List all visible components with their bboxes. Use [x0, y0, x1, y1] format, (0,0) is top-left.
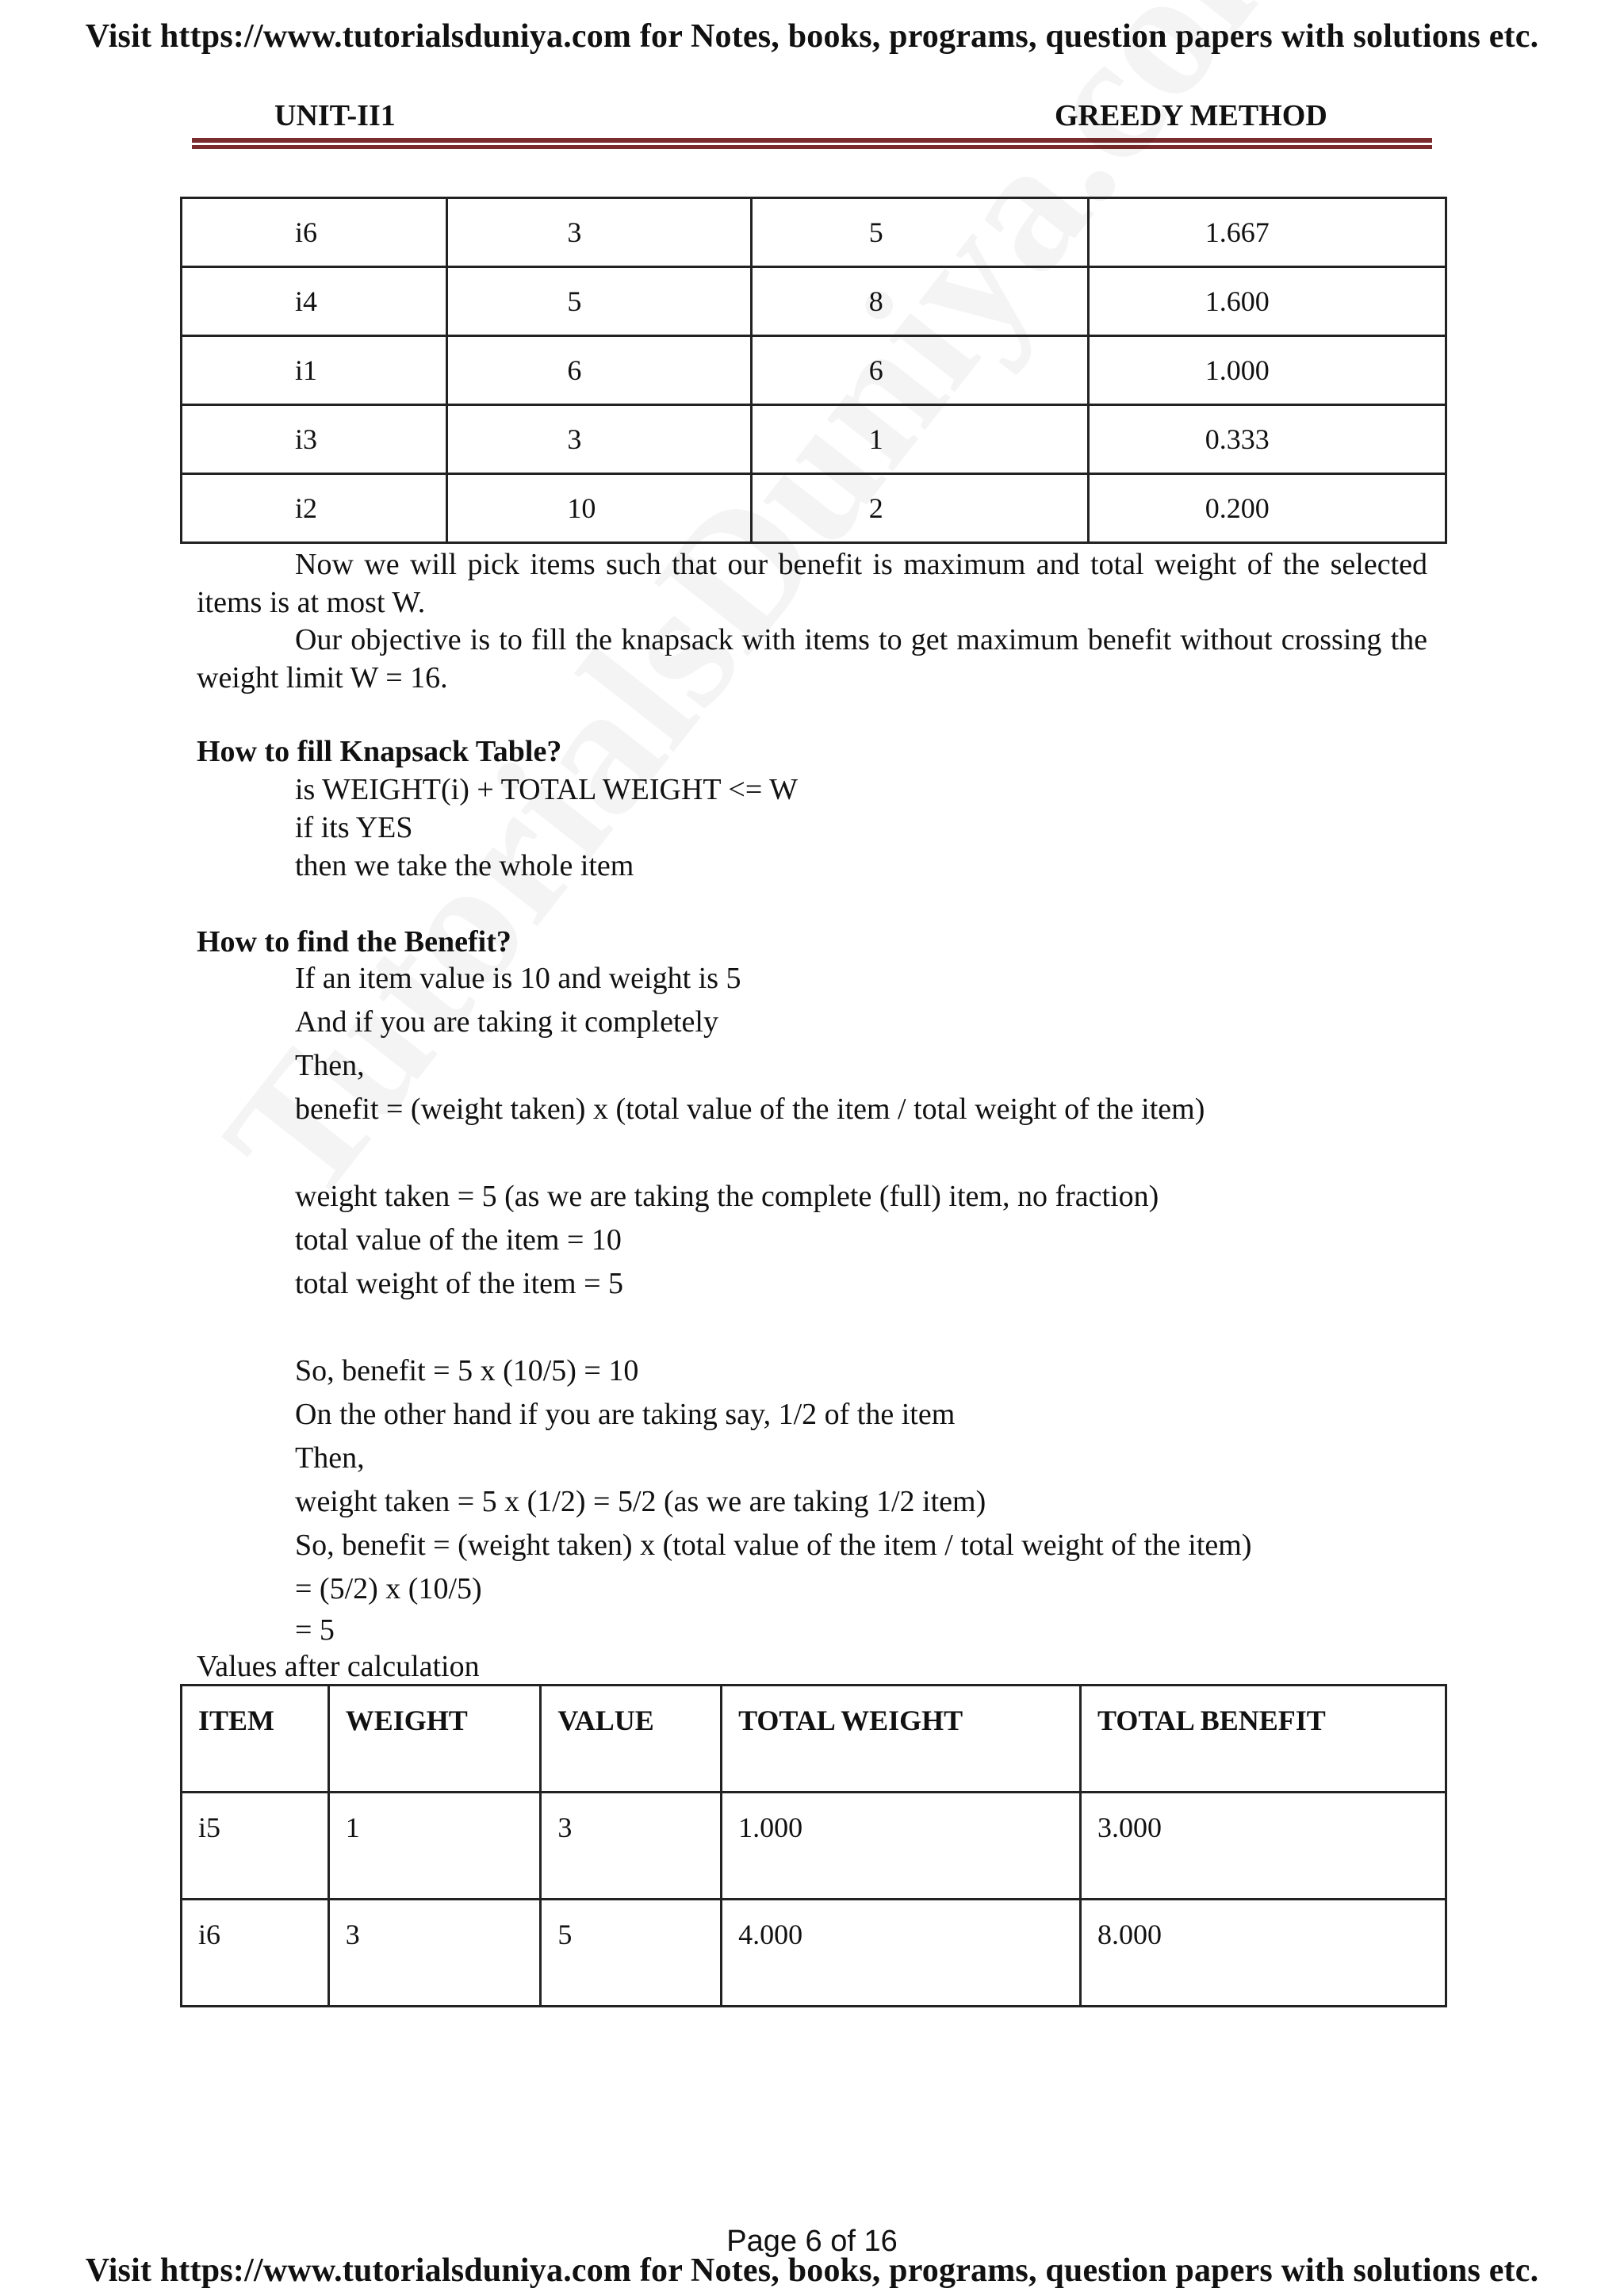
- table-row: [182, 1900, 1446, 2007]
- table-cell: 1.600: [1205, 285, 1270, 317]
- table-cell: 1.667: [1205, 216, 1270, 248]
- table-header-row: [182, 1686, 1446, 1793]
- paragraph-objective: Our objective is to fill the knapsack with items to get maximum benefit without crossing the weight limit W = 16.: [197, 623, 1427, 695]
- chapter-title: GREEDY METHOD: [1055, 99, 1327, 132]
- table-cell: i6: [295, 216, 318, 248]
- table-row: [182, 405, 1446, 474]
- unit-label: UNIT-II1: [274, 99, 396, 132]
- column-header: TOTAL BENEFIT: [1081, 1686, 1446, 1793]
- table-cell: 3: [567, 423, 582, 455]
- table-row: [182, 336, 1446, 405]
- table-cell: 3: [328, 1900, 541, 2007]
- table-cell: 2: [868, 492, 883, 524]
- heading-fill-table: How to fill Knapsack Table?: [197, 735, 562, 768]
- column-header: VALUE: [541, 1686, 722, 1793]
- text-line: Then,: [295, 1049, 365, 1082]
- table-cell: 5: [567, 285, 582, 317]
- table-cell: 3: [541, 1793, 722, 1900]
- paragraph-pick-items: Now we will pick items such that our benefit is maximum and total weight of the selected items is at most W.: [197, 548, 1427, 619]
- text-line: weight taken = 5 (as we are taking the complete (full) item, no fraction): [295, 1180, 1159, 1213]
- text-line: So, benefit = 5 x (10/5) = 10: [295, 1354, 639, 1387]
- table-cell: 5: [868, 216, 883, 248]
- table-cell: 1: [328, 1793, 541, 1900]
- table-cell: 1.000: [1205, 354, 1270, 386]
- table-cell: 8.000: [1081, 1900, 1446, 2007]
- table-row: [182, 267, 1446, 336]
- text-line: = 5: [295, 1613, 335, 1647]
- table-cell: i6: [182, 1900, 329, 2007]
- text-line: then we take the whole item: [295, 849, 634, 882]
- table-cell: 3.000: [1081, 1793, 1446, 1900]
- table-cell: 0.200: [1205, 492, 1270, 524]
- text-line: is WEIGHT(i) + TOTAL WEIGHT <= W: [295, 773, 798, 806]
- text-line: And if you are taking it completely: [295, 1005, 718, 1039]
- table-cell: i5: [182, 1793, 329, 1900]
- table-cell: 6: [567, 354, 582, 386]
- text-line: weight taken = 5 x (1/2) = 5/2 (as we are taking 1/2 item): [295, 1485, 986, 1518]
- values-table: [180, 1684, 1447, 2007]
- table-cell: 8: [868, 285, 883, 317]
- table-cell: 6: [868, 354, 883, 386]
- text-line: total value of the item = 10: [295, 1223, 622, 1257]
- ratio-table: [180, 197, 1447, 544]
- page-number: Page 6 of 16: [726, 2225, 898, 2258]
- text-line: Then,: [295, 1441, 365, 1475]
- text-line: benefit = (weight taken) x (total value of the item / total weight of the item): [295, 1093, 1205, 1126]
- column-header: ITEM: [182, 1686, 329, 1793]
- heading-find-benefit: How to find the Benefit?: [197, 925, 511, 959]
- table-cell: 1: [868, 423, 883, 455]
- text-line: So, benefit = (weight taken) x (total value of the item / total weight of the item): [295, 1529, 1252, 1562]
- text-line: total weight of the item = 5: [295, 1267, 624, 1300]
- table-cell: 5: [541, 1900, 722, 2007]
- column-header: WEIGHT: [328, 1686, 541, 1793]
- table-cell: 3: [567, 216, 582, 248]
- table-cell: i3: [295, 423, 318, 455]
- table-cell: i2: [295, 492, 318, 524]
- table-cell: 4.000: [722, 1900, 1081, 2007]
- table-cell: 1.000: [722, 1793, 1081, 1900]
- table-cell: 10: [567, 492, 596, 524]
- top-banner: Visit https://www.tutorialsduniya.com for Notes, books, programs, question papers with solutions etc.: [85, 18, 1539, 55]
- header-rule: [192, 138, 1432, 149]
- text-line: = (5/2) x (10/5): [295, 1572, 482, 1605]
- table-cell: i4: [295, 285, 318, 317]
- table-cell: i1: [295, 354, 318, 386]
- table-row: [182, 474, 1446, 543]
- text-line: On the other hand if you are taking say, 1/2 of the item: [295, 1398, 956, 1431]
- table-row: [182, 1793, 1446, 1900]
- column-header: TOTAL WEIGHT: [722, 1686, 1081, 1793]
- text-line: If an item value is 10 and weight is 5: [295, 962, 741, 995]
- values-caption: Values after calculation: [197, 1650, 480, 1683]
- table-row: [182, 198, 1446, 267]
- table-cell: 0.333: [1205, 423, 1270, 455]
- text-line: if its YES: [295, 811, 413, 844]
- bottom-banner: Visit https://www.tutorialsduniya.com for Notes, books, programs, question papers with solutions etc.: [85, 2252, 1539, 2289]
